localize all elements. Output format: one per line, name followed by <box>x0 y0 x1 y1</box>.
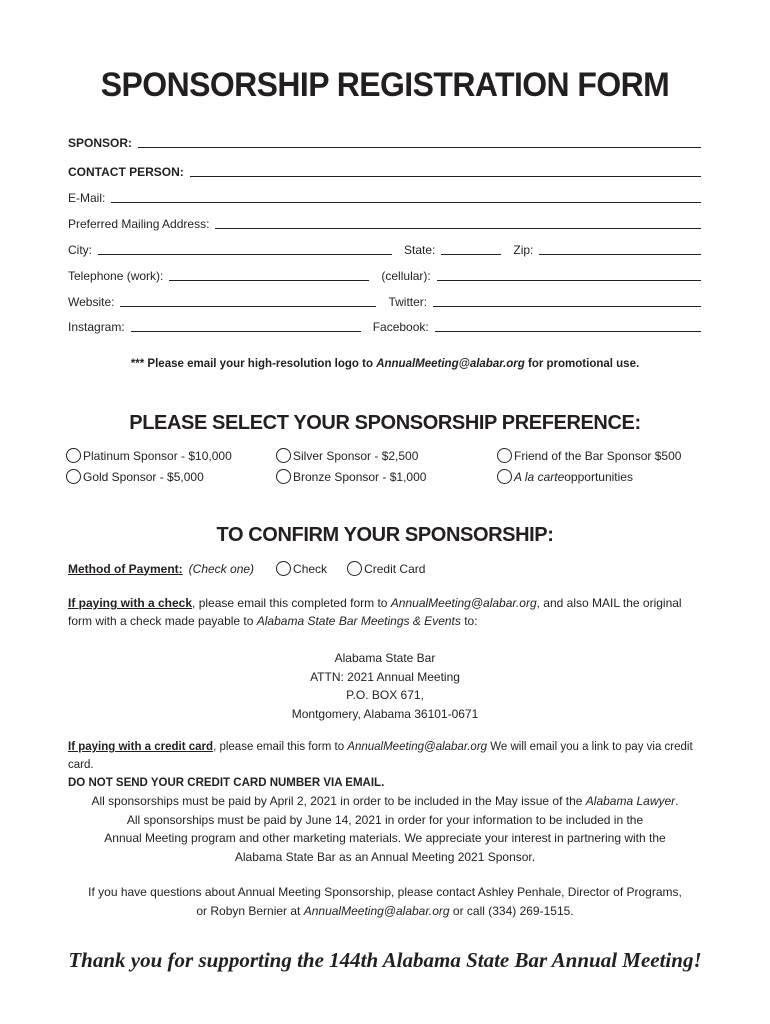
option-check[interactable] <box>276 561 327 576</box>
option-alacarte[interactable] <box>497 469 633 484</box>
contact-person-field[interactable] <box>68 161 701 179</box>
mailing-address-input-line[interactable] <box>215 217 701 229</box>
option-gold-label: Gold Sponsor - $5,000 <box>83 469 204 484</box>
questions-line-2 <box>0 902 770 921</box>
confirm-heading: TO CONFIRM YOUR SPONSORSHIP: <box>216 524 554 546</box>
deadline-line-2: All sponsorships must be paid by June 14, 2021 in order for your information to be included in the <box>126 812 644 827</box>
option-bronze[interactable] <box>276 469 426 484</box>
radio-circle-icon[interactable] <box>276 469 291 484</box>
radio-circle-icon[interactable] <box>276 561 291 576</box>
city-label: City: <box>68 243 92 257</box>
option-alacarte-italic: A la carte <box>514 469 565 484</box>
option-check-label: Check <box>293 561 328 576</box>
city-state-zip-row <box>68 239 701 257</box>
cellular-label: (cellular): <box>381 269 431 283</box>
instagram-label: Instagram: <box>68 320 125 334</box>
payment-method-row <box>68 561 445 576</box>
option-friend[interactable] <box>497 448 681 463</box>
instagram-input-line[interactable] <box>131 320 361 332</box>
logo-note <box>0 358 770 370</box>
deadline-line-3: Annual Meeting program and other marketing materials. We appreciate your interest in partnering with the <box>104 831 666 845</box>
city-input-line[interactable] <box>98 243 392 255</box>
card-text-1: , please email this form to <box>213 741 348 753</box>
instagram-facebook-row <box>68 316 701 334</box>
telephone-work-input-line[interactable] <box>169 269 369 281</box>
sponsor-input-line[interactable] <box>138 136 701 148</box>
radio-circle-icon[interactable] <box>66 469 81 484</box>
email-field[interactable] <box>68 187 701 205</box>
deadlines-block <box>0 792 770 866</box>
option-silver[interactable] <box>276 448 418 463</box>
card-warning: DO NOT SEND YOUR CREDIT CARD NUMBER VIA EMAIL. <box>68 777 385 789</box>
deadline-text-1c: . <box>675 794 679 808</box>
check-text-3: to: <box>460 614 478 628</box>
option-silver-label: Silver Sponsor - $2,500 <box>293 448 419 463</box>
questions-line-1: If you have questions about Annual Meeting Sponsorship, please contact Ashley Penhale, Director of Programs, <box>88 885 682 899</box>
card-text-2: We will email you a link to pay via credit card. <box>68 741 693 771</box>
check-lead: If paying with a check <box>68 596 193 610</box>
option-bronze-label: Bronze Sponsor - $1,000 <box>293 469 427 484</box>
option-credit-card[interactable] <box>347 561 425 576</box>
logo-note-email: AnnualMeeting@alabar.org <box>376 358 525 370</box>
zip-input-line[interactable] <box>539 243 701 255</box>
state-input-line[interactable] <box>441 243 501 255</box>
option-platinum-label: Platinum Sponsor - $10,000 <box>83 448 232 463</box>
credit-card-instructions <box>68 738 718 792</box>
radio-circle-icon[interactable] <box>66 448 81 463</box>
radio-circle-icon[interactable] <box>347 561 362 576</box>
website-twitter-row <box>68 291 701 309</box>
address-line-1: Alabama State Bar <box>334 651 436 665</box>
questions-block <box>0 883 770 920</box>
option-credit-card-label: Credit Card <box>364 561 426 576</box>
option-platinum[interactable] <box>66 448 232 463</box>
radio-circle-icon[interactable] <box>497 448 512 463</box>
check-text-1: , please email this completed form to <box>192 596 391 610</box>
facebook-label: Facebook: <box>372 320 429 334</box>
deadline-text-1b: Alabama Lawyer <box>585 794 676 808</box>
questions-text-2c: or call (334) 269-1515. <box>449 903 574 918</box>
contact-person-input-line[interactable] <box>190 165 701 177</box>
option-friend-label: Friend of the Bar Sponsor $500 <box>514 448 682 463</box>
mailing-address-field[interactable] <box>68 213 701 231</box>
card-lead: If paying with a credit card <box>68 741 214 753</box>
check-instructions <box>68 594 708 630</box>
state-label: State: <box>404 243 436 257</box>
email-input-line[interactable] <box>111 191 701 203</box>
deadline-line-1 <box>0 792 770 811</box>
form-title: SPONSORSHIP REGISTRATION FORM <box>100 66 670 104</box>
zip-label: Zip: <box>513 243 534 257</box>
cellular-input-line[interactable] <box>437 269 701 281</box>
method-label: Method of Payment: <box>68 561 183 576</box>
address-line-2: ATTN: 2021 Annual Meeting <box>310 669 460 684</box>
preference-heading: PLEASE SELECT YOUR SPONSORSHIP PREFERENCE: <box>129 412 641 434</box>
method-hint: (Check one) <box>188 561 255 576</box>
questions-email: AnnualMeeting@alabar.org <box>303 903 450 918</box>
address-line-4: Montgomery, Alabama 36101-0671 <box>291 706 479 721</box>
questions-text-2a: or Robyn Bernier at <box>196 903 304 918</box>
mailing-address-block <box>0 649 770 723</box>
radio-circle-icon[interactable] <box>276 448 291 463</box>
check-email: AnnualMeeting@alabar.org <box>390 596 537 610</box>
option-alacarte-label: opportunities <box>564 469 633 484</box>
deadline-text-1a: All sponsorships must be paid by April 2, 2021 in order to be included in the May issue of the <box>91 794 586 808</box>
option-gold[interactable] <box>66 469 204 484</box>
website-input-line[interactable] <box>120 295 376 307</box>
telephone-row <box>68 265 701 283</box>
website-label: Website: <box>68 295 115 309</box>
mailing-address-label: Preferred Mailing Address: <box>68 217 210 231</box>
twitter-input-line[interactable] <box>433 295 701 307</box>
check-payee: Alabama State Bar Meetings & Events <box>256 614 461 628</box>
logo-note-suffix: for promotional use. <box>524 358 640 370</box>
telephone-work-label: Telephone (work): <box>68 269 164 283</box>
closing-message: Thank you for supporting the 144th Alabama State Bar Annual Meeting! <box>68 948 702 972</box>
logo-note-prefix: *** Please email your high-resolution logo to <box>130 358 377 370</box>
deadline-line-4: Alabama State Bar as an Annual Meeting 2021 Sponsor. <box>234 849 536 864</box>
address-line-3: P.O. BOX 671, <box>346 688 424 702</box>
sponsor-field[interactable] <box>68 132 701 150</box>
card-email: AnnualMeeting@alabar.org <box>347 741 488 753</box>
radio-circle-icon[interactable] <box>497 469 512 484</box>
sponsor-label: SPONSOR: <box>68 136 133 150</box>
email-label: E-Mail: <box>68 191 106 205</box>
twitter-label: Twitter: <box>388 295 428 309</box>
contact-person-label: CONTACT PERSON: <box>68 165 184 179</box>
check-text-2: , and also MAIL the original form with a check made payable to <box>68 596 682 628</box>
facebook-input-line[interactable] <box>435 320 701 332</box>
